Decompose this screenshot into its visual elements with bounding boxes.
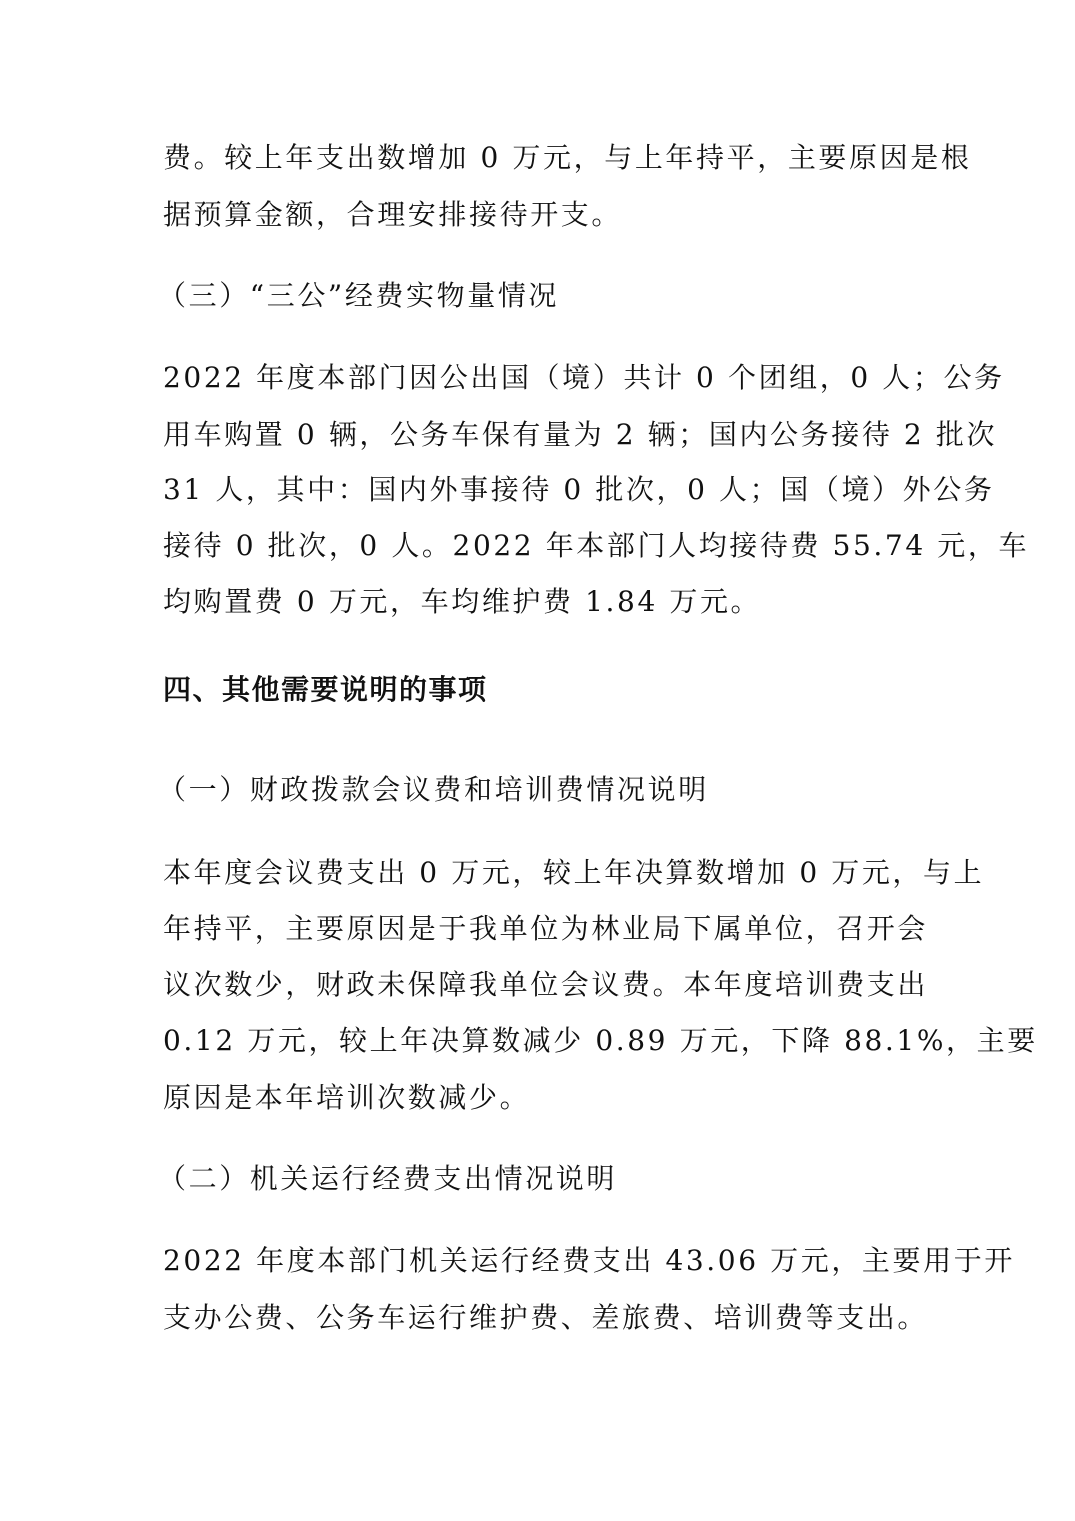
- paragraph-line: 据预算金额，合理安排接待开支。: [163, 198, 623, 231]
- paragraph-line: 费。较上年支出数增加 0 万元，与上年持平，主要原因是根: [163, 141, 972, 174]
- paragraph-line: 年持平，主要原因是于我单位为林业局下属单位，召开会: [163, 912, 929, 945]
- paragraph-line: 2022 年度本部门因公出国（境）共计 0 个团组，0 人；公务: [163, 361, 1005, 394]
- paragraph-line: 议次数少，财政未保障我单位会议费。本年度培训费支出: [163, 968, 929, 1001]
- paragraph-line: 接待 0 批次，0 人。2022 年本部门人均接待费 55.74 元，车: [163, 529, 1030, 562]
- paragraph-line: 支办公费、公务车运行维护费、差旅费、培训费等支出。: [163, 1301, 929, 1334]
- paragraph-line: 本年度会议费支出 0 万元，较上年决算数增加 0 万元，与上: [163, 856, 985, 889]
- paragraph-line: 31 人，其中：国内外事接待 0 批次，0 人；国（境）外公务: [163, 473, 995, 506]
- paragraph-line: 用车购置 0 辆，公务车保有量为 2 辆；国内公务接待 2 批次: [163, 418, 998, 451]
- subheading-three-public-expenses: （三）“三公”经费实物量情况: [158, 279, 560, 312]
- subheading-operating-expenses: （二）机关运行经费支出情况说明: [158, 1162, 618, 1195]
- paragraph-line: 原因是本年培训次数减少。: [163, 1081, 531, 1114]
- paragraph-line: 2022 年度本部门机关运行经费支出 43.06 万元，主要用于开: [163, 1244, 1015, 1277]
- subheading-meeting-training-fees: （一）财政拨款会议费和培训费情况说明: [158, 773, 709, 806]
- paragraph-line: 0.12 万元，较上年决算数减少 0.89 万元，下降 88.1%，主要: [163, 1024, 1038, 1057]
- paragraph-line: 均购置费 0 万元，车均维护费 1.84 万元。: [163, 585, 762, 618]
- section-heading-other-matters: 四、其他需要说明的事项: [163, 673, 488, 706]
